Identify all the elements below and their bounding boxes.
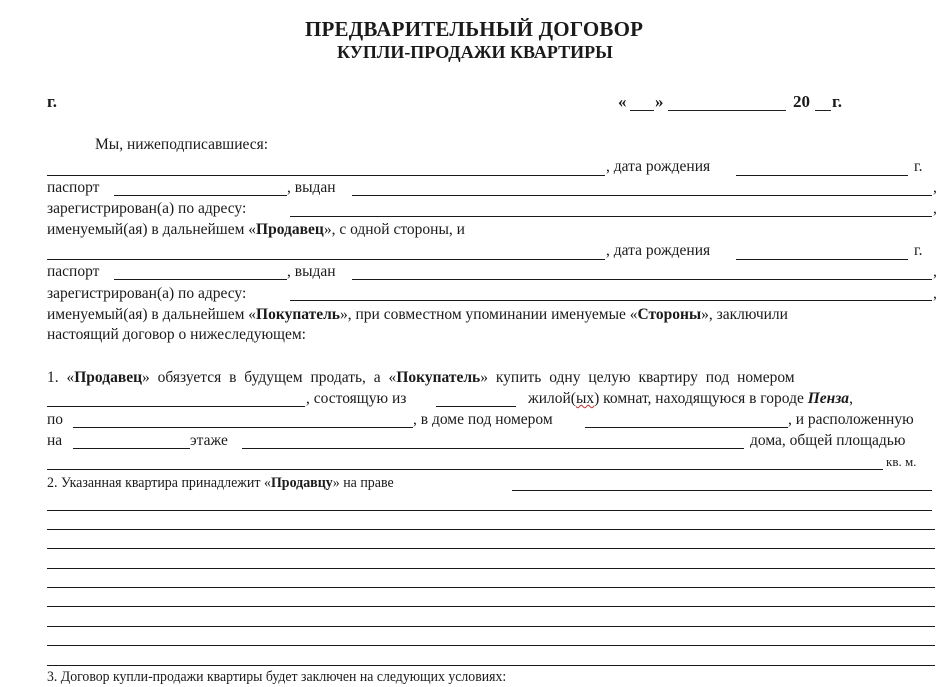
seller-clause-suffix: », с одной стороны, и [323,221,465,238]
house-number-field[interactable] [585,427,788,428]
section2-line1 [47,473,394,493]
rooms-count-field[interactable] [436,406,516,407]
seller-birth-date-field[interactable] [736,175,908,176]
street-field[interactable] [73,427,413,428]
comma: , [933,200,937,217]
buyer-passport-field[interactable] [114,279,287,280]
city-name: Пенза [807,390,850,407]
year-suffix: г. [832,92,843,111]
ownership-right-field[interactable] [512,490,932,491]
section1-line1 [47,368,795,388]
city-label: г. [47,92,58,111]
document-subtitle: КУПЛИ-ПРОДАЖИ КВАРТИРЫ [337,42,613,62]
issued-label: , выдан [287,263,336,280]
ownership-line[interactable] [47,665,935,666]
section1-text-a: » обязуется в будущем продать, а « [142,369,397,386]
buyer-name-field[interactable] [47,259,605,260]
day-field[interactable] [630,110,654,111]
section3-heading: 3. Договор купли-продажи квартиры будет заключен на следующих условиях: [47,669,507,685]
comma: , [933,263,937,280]
birth-date-label: , дата рождения [606,158,711,175]
ownership-line[interactable] [47,548,935,549]
comma: , [849,390,853,407]
seller-clause-prefix: именуемый(ая) в дальнейшем « [47,221,257,238]
consisting-of-label: , состоящую из [306,390,407,407]
buyer-issued-by-field[interactable] [352,279,932,280]
year-field[interactable] [815,110,831,111]
buyer-clause [47,305,788,325]
seller-passport-field[interactable] [114,195,287,196]
seller-issued-by-field[interactable] [352,195,932,196]
buyer-role: Покупатель [396,369,481,386]
agreement-intro: настоящий договор о нижеследующем: [47,326,306,343]
birth-year-suffix: г. [914,158,923,175]
floor-label: этаже [190,432,228,449]
comma: , [933,179,937,196]
floors-total-field[interactable] [242,448,744,449]
seller-role: Продавец [256,221,324,238]
seller-clause [47,220,465,240]
buyer-clause-middle: », при совместном упоминании именуемые « [339,306,638,323]
date-open-quote: « [618,92,627,111]
buyer-birth-date-field[interactable] [736,259,908,260]
house-number-label: , в доме под номером [413,411,553,428]
ownership-line[interactable] [47,645,935,646]
document-title: ПРЕДВАРИТЕЛЬНЫЙ ДОГОВОР [305,17,644,41]
seller-address-field[interactable] [290,216,932,217]
seller-role: Продавцу [270,475,333,491]
seller-name-field[interactable] [47,175,605,176]
floor-number-field[interactable] [73,448,190,449]
buyer-clause-prefix: именуемый(ая) в дальнейшем « [47,306,257,323]
birth-date-label: , дата рождения [606,242,711,259]
registered-label: зарегистрирован(а) по адресу: [47,285,247,302]
section2-prefix: 2. Указанная квартира принадлежит « [47,475,271,491]
registered-label: зарегистрирован(а) по адресу: [47,200,247,217]
month-field[interactable] [668,110,786,111]
year-prefix: 20 [793,92,810,111]
street-prefix: по [47,411,64,428]
section1-text-b: » купить одну целую квартиру под номером [480,369,795,386]
issued-label: , выдан [287,179,336,196]
parties-term: Стороны [637,306,702,323]
passport-label: паспорт [47,263,100,280]
date-close-quote: » [655,92,664,111]
ownership-line[interactable] [47,587,935,588]
ownership-line[interactable] [47,626,935,627]
floor-prefix: на [47,432,63,449]
area-field[interactable] [47,469,883,470]
ownership-line[interactable] [47,510,932,511]
section1-number: 1. « [47,369,75,386]
rooms-text [528,389,853,409]
apartment-number-field[interactable] [47,406,305,407]
passport-label: паспорт [47,179,100,196]
buyer-clause-suffix: », заключили [701,306,788,323]
sqm-label: кв. м. [886,454,917,469]
section2-suffix: » на праве [332,475,394,491]
birth-year-suffix: г. [914,242,923,259]
located-label: , и расположенную [788,411,914,428]
intro-text: Мы, нижеподписавшиеся: [95,136,269,153]
buyer-address-field[interactable] [290,300,932,301]
rooms-text-squiggle: ых [575,390,595,407]
rooms-text-a: жилой( [528,390,576,407]
ownership-line[interactable] [47,529,935,530]
ownership-line[interactable] [47,606,935,607]
seller-role: Продавец [74,369,143,386]
area-label: дома, общей площадью [750,432,906,449]
rooms-text-b: ) комнат, находящуюся в городе [594,390,804,407]
buyer-role: Покупатель [256,306,340,323]
ownership-line[interactable] [47,568,935,569]
comma: , [933,285,937,302]
